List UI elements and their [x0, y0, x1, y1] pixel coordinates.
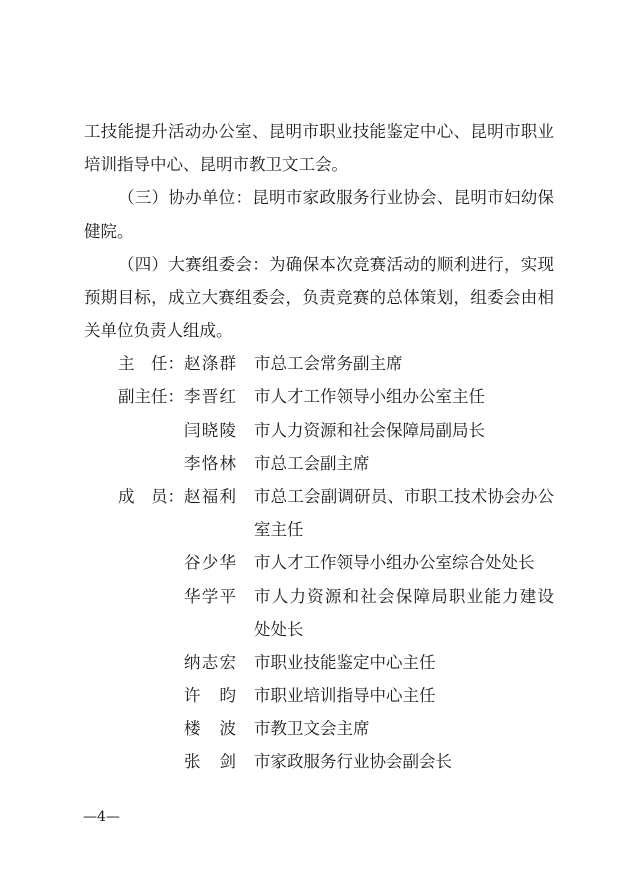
paragraph-line: （四）大赛组委会：为确保本次竞赛活动的顺利进行，实现	[118, 255, 554, 274]
committee-title: 市职业培训指导中心主任	[254, 686, 436, 705]
committee-title-continued: 处处长	[254, 620, 304, 639]
committee-title: 市教卫文会主席	[254, 719, 370, 738]
page-number: —4—	[83, 809, 120, 825]
committee-title: 市总工会副主席	[254, 454, 370, 473]
committee-name: 赵福利	[184, 487, 236, 506]
committee-name: 华学平	[184, 587, 236, 606]
paragraph-line: 工技能提升活动办公室、昆明市职业技能鉴定中心、昆明市职业	[84, 122, 554, 141]
committee-title: 市人才工作领导小组办公室主任	[254, 387, 485, 406]
paragraph-line: 健院。	[84, 222, 134, 241]
committee-title: 市人力资源和社会保障局副局长	[254, 421, 485, 440]
committee-title-continued: 室主任	[254, 520, 304, 539]
committee-name: 楼 波	[184, 719, 236, 738]
paragraph-line: （三）协办单位：昆明市家政服务行业协会、昆明市妇幼保	[118, 188, 554, 207]
committee-title: 市总工会副调研员、市职工技术协会办公	[254, 487, 554, 506]
committee-title: 市人才工作领导小组办公室综合处处长	[254, 553, 535, 572]
paragraph-line: 培训指导中心、昆明市教卫文工会。	[84, 155, 348, 174]
committee-title: 市职业技能鉴定中心主任	[254, 653, 436, 672]
committee-name: 谷少华	[184, 553, 236, 572]
committee-role: 副主任：	[118, 387, 184, 406]
committee-title: 市家政服务行业协会副会长	[254, 752, 452, 771]
paragraph-line: 预期目标，成立大赛组委会，负责竞赛的总体策划，组委会由相	[84, 288, 554, 307]
committee-name: 纳志宏	[184, 653, 236, 672]
committee-name: 许 昀	[184, 686, 236, 705]
committee-title: 市人力资源和社会保障局职业能力建设	[254, 587, 554, 606]
committee-name: 赵涤群	[184, 354, 236, 373]
committee-role: 主 任：	[118, 354, 184, 373]
committee-name: 李恪林	[184, 454, 236, 473]
committee-title: 市总工会常务副主席	[254, 354, 403, 373]
paragraph-line: 关单位负责人组成。	[84, 321, 233, 340]
committee-role: 成 员：	[118, 487, 184, 506]
committee-name: 张 剑	[184, 752, 236, 771]
committee-name: 李晋红	[184, 387, 236, 406]
committee-name: 闫晓陵	[184, 421, 236, 440]
